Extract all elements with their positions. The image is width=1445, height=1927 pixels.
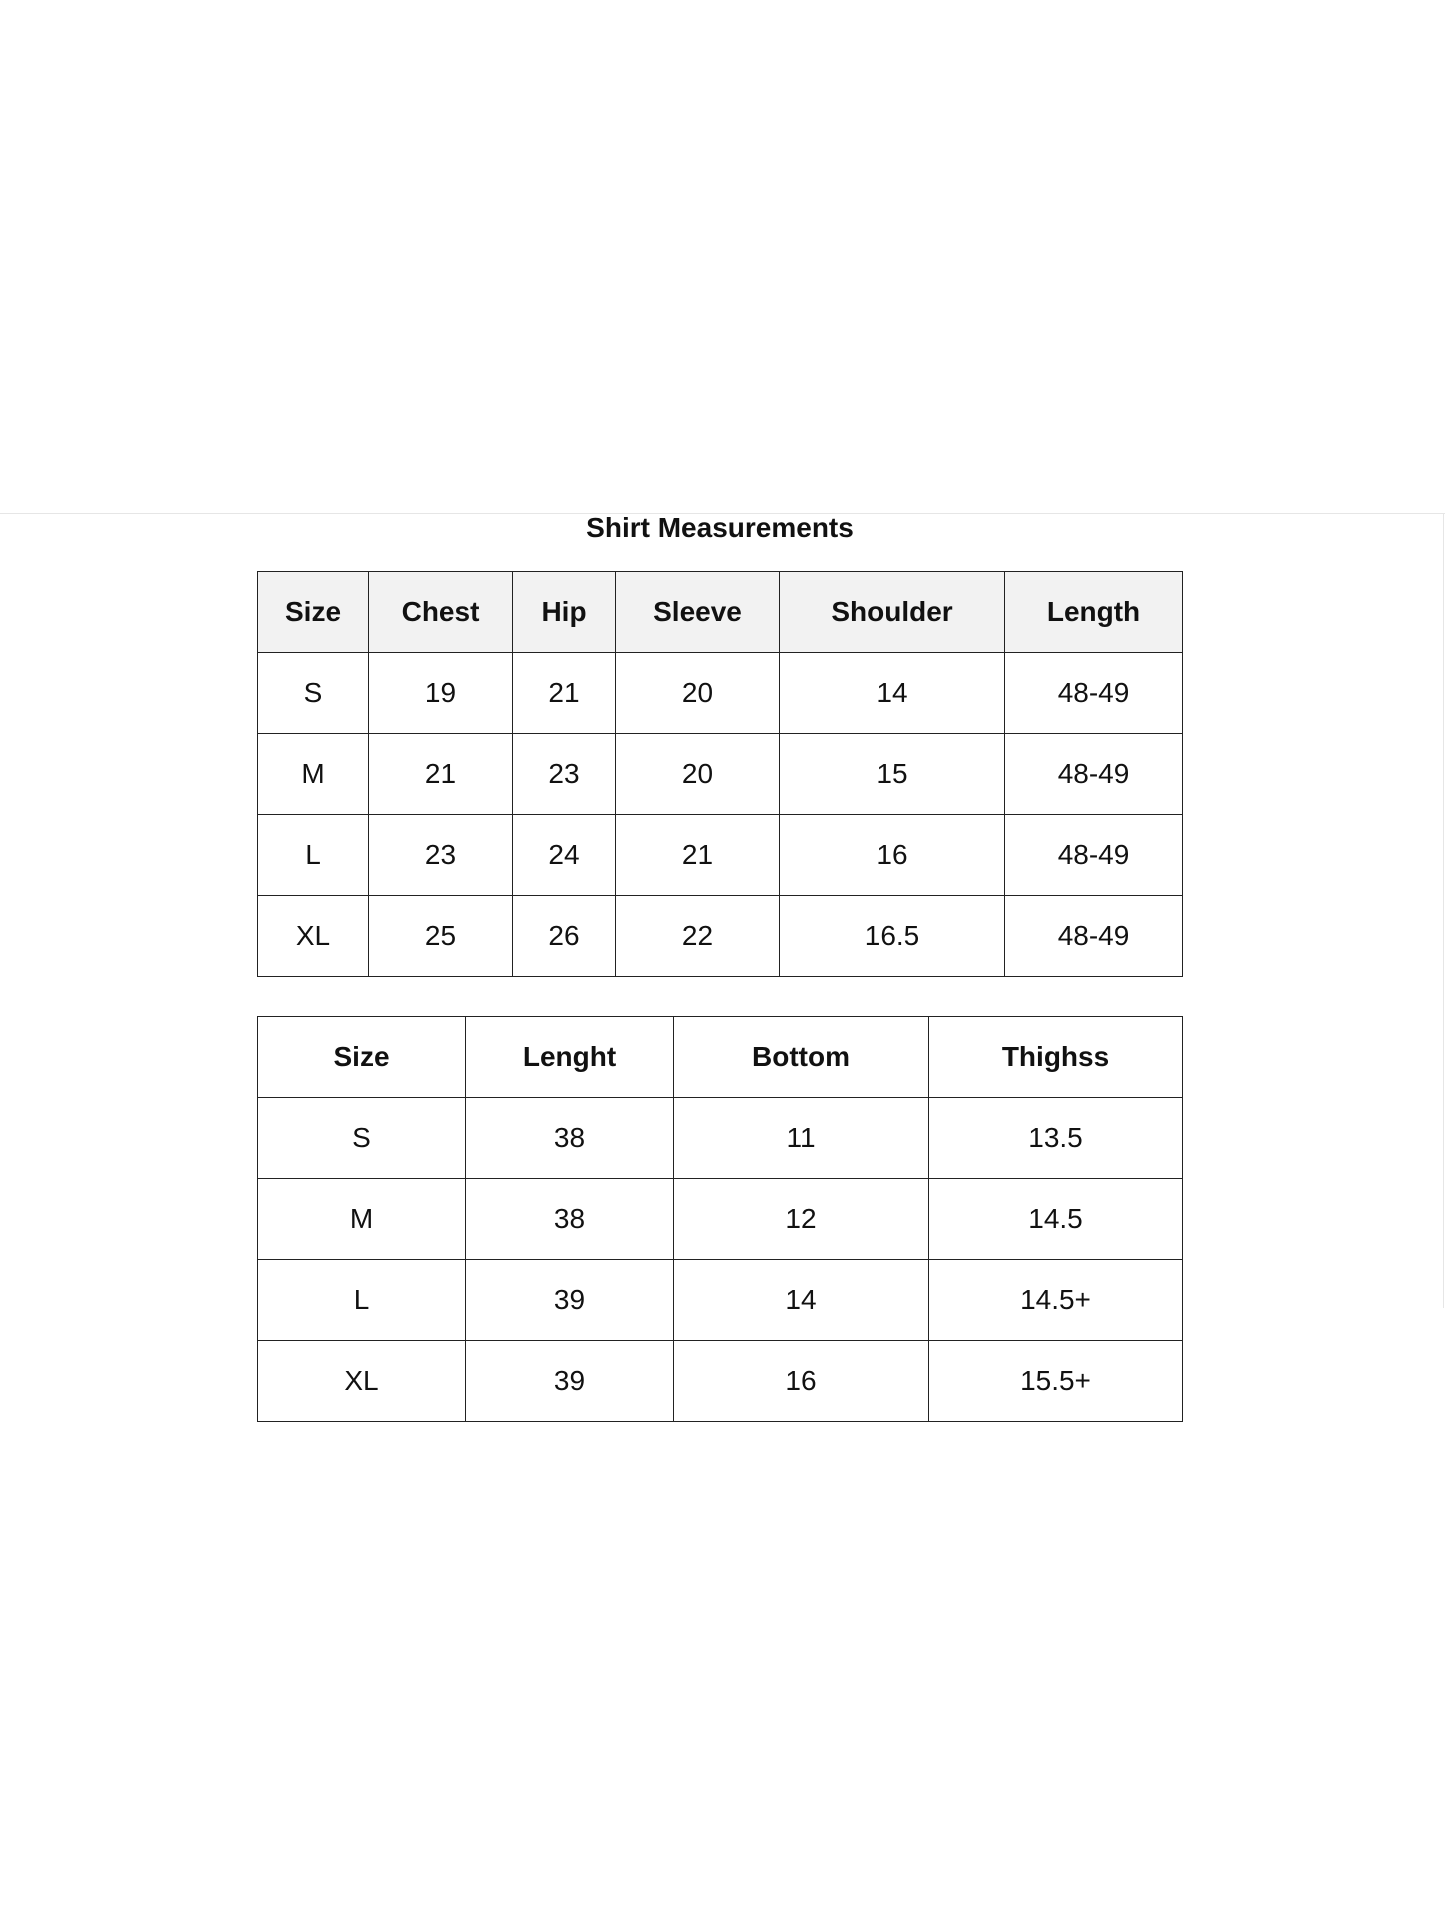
table-row [258, 734, 1183, 815]
cell-length: 38 [466, 1179, 674, 1260]
column-header-shoulder: Shoulder [780, 572, 1005, 653]
cell-size: M [258, 734, 369, 815]
cell-bottom: 12 [674, 1179, 929, 1260]
cell-length: 48-49 [1005, 815, 1183, 896]
table-row [258, 815, 1183, 896]
cell-hip: 21 [513, 653, 616, 734]
column-header-bottom: Bottom [674, 1017, 929, 1098]
cell-length: 48-49 [1005, 653, 1183, 734]
cell-shoulder: 16 [780, 815, 1005, 896]
cell-shoulder: 14 [780, 653, 1005, 734]
cell-size: XL [258, 896, 369, 977]
cell-hip: 26 [513, 896, 616, 977]
table-row [258, 1341, 1183, 1422]
cell-sleeve: 21 [616, 815, 780, 896]
cell-chest: 21 [369, 734, 513, 815]
column-header-size: Size [258, 572, 369, 653]
shirt-measurements-table [257, 571, 1183, 977]
column-header-length: Length [1005, 572, 1183, 653]
table-header-row [258, 1017, 1183, 1098]
cell-thighs: 14.5+ [929, 1260, 1183, 1341]
cell-hip: 23 [513, 734, 616, 815]
column-header-hip: Hip [513, 572, 616, 653]
table-header-row [258, 572, 1183, 653]
cell-size: XL [258, 1341, 466, 1422]
cell-thighs: 14.5 [929, 1179, 1183, 1260]
cell-length: 38 [466, 1098, 674, 1179]
cell-sleeve: 20 [616, 734, 780, 815]
column-header-thighs: Thighss [929, 1017, 1183, 1098]
cell-bottom: 11 [674, 1098, 929, 1179]
cell-thighs: 15.5+ [929, 1341, 1183, 1422]
cell-size: S [258, 1098, 466, 1179]
cell-bottom: 14 [674, 1260, 929, 1341]
cell-sleeve: 22 [616, 896, 780, 977]
table-row [258, 1098, 1183, 1179]
column-header-sleeve: Sleeve [616, 572, 780, 653]
cell-hip: 24 [513, 815, 616, 896]
table-row [258, 1179, 1183, 1260]
cell-length: 48-49 [1005, 896, 1183, 977]
cell-size: S [258, 653, 369, 734]
cell-bottom: 16 [674, 1341, 929, 1422]
column-header-length: Lenght [466, 1017, 674, 1098]
right-divider [1443, 513, 1444, 1308]
page-title: Shirt Measurements [586, 512, 854, 543]
column-header-chest: Chest [369, 572, 513, 653]
cell-size: L [258, 815, 369, 896]
cell-sleeve: 20 [616, 653, 780, 734]
column-header-size: Size [258, 1017, 466, 1098]
table-row [258, 653, 1183, 734]
table-row [258, 896, 1183, 977]
bottom-measurements-table [257, 1016, 1183, 1422]
cell-shoulder: 16.5 [780, 896, 1005, 977]
cell-chest: 19 [369, 653, 513, 734]
cell-size: L [258, 1260, 466, 1341]
cell-shoulder: 15 [780, 734, 1005, 815]
cell-size: M [258, 1179, 466, 1260]
table-row [258, 1260, 1183, 1341]
cell-length: 39 [466, 1260, 674, 1341]
cell-length: 39 [466, 1341, 674, 1422]
cell-chest: 25 [369, 896, 513, 977]
cell-thighs: 13.5 [929, 1098, 1183, 1179]
cell-length: 48-49 [1005, 734, 1183, 815]
cell-chest: 23 [369, 815, 513, 896]
